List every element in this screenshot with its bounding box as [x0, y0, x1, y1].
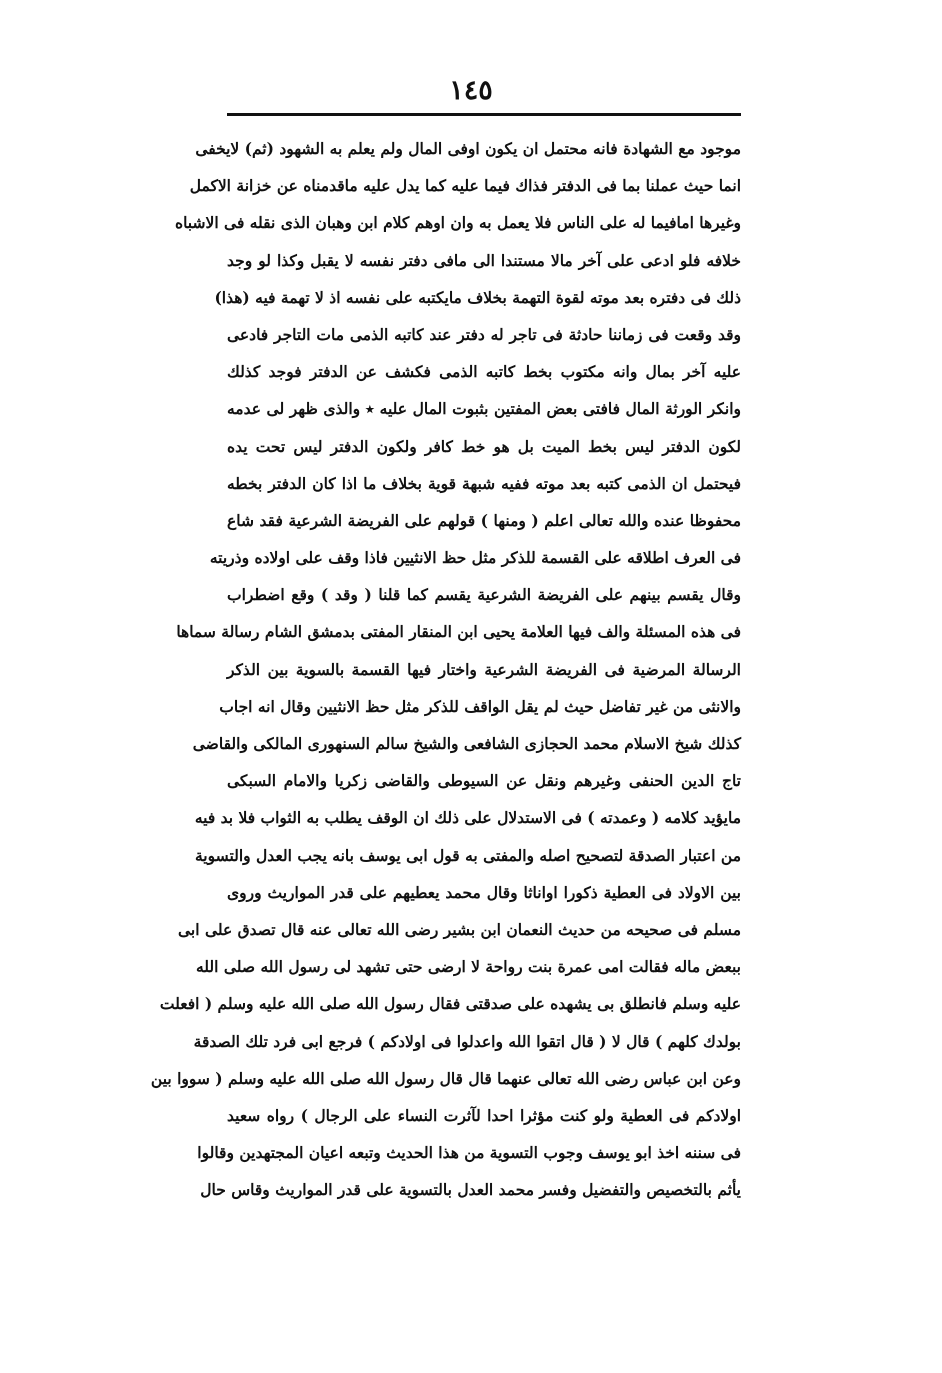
text-line: وغيرها امافيما له على الناس فلا يعمل به وان اوهم كلام ابن وهبان الذى نقله فى الاشباه	[174, 213, 741, 233]
text-line: كذلك شيخ الاسلام محمد الحجازى الشافعى والشيخ سالم السنهورى المالكى والقاضى	[192, 734, 741, 753]
text-line: وانكر الورثة المال فافتى بعض المفتين بثبوت المال عليه ٭ والذى ظهر لى عدمه	[227, 399, 741, 419]
text-line: انما حيث عملنا بما فى الدفتر فذاك فيما عليه كما يدل عليه ماقدمناه عن خزانة الاكمل	[189, 176, 741, 196]
text-line: موجود مع الشهادة فانه محتمل ان يكون اوفى المال ولم يعلم به الشهود (ثم) لايخفى	[195, 139, 741, 158]
text-line: من اعتبار الصدقة لتصحيح اصله والمفتى به قول ابى يوسف بانه يجب العدل والتسوية	[195, 845, 741, 865]
text-line: لكون الدفتر ليس بخط الميت بل هو خط كافر ولكون الدفتر ليس تحت يده	[227, 436, 741, 456]
text-line: فى العرف اطلاقه على القسمة للذكر مثل حظ الانثيين فاذا وقف على اولاده وذريته	[209, 548, 741, 568]
text-line: وعن ابن عباس رضى الله تعالى عنهما قال قال رسول الله صلى الله عليه وسلم ( سووا بين	[150, 1068, 741, 1088]
text-line: مايؤيد كلامه ( وعمدته ) فى الاستدلال على ذلك ان الوقف يطلب به الثواب فلا بد فيه	[194, 808, 741, 828]
text-line: والانثى من غير تفاضل حيث لم يقل الواقف للذكر مثل حظ الانثيين وقال انه اجاب	[219, 696, 741, 716]
text-line: ببعض ماله فقالت امى عمرة بنت رواحة لا ارضى حتى تشهد لى رسول الله صلى الله	[195, 957, 741, 977]
text-line: بين الاولاد فى العطية ذكورا اواناثا وقال محمد يعطيهم على قدر المواريث وروى	[227, 882, 741, 902]
text-line: فى هذه المسئلة والف فيها العلامة يحيى ابن المنقار المفتى بدمشق الشام رسالة سماها	[176, 622, 741, 642]
header-rule	[227, 113, 741, 116]
text-line: الرسالة المرضية فى الفريضة الشرعية واختار فيها القسمة بالسوية بين الذكر	[227, 659, 741, 679]
page-number: ١٤٥	[449, 75, 493, 106]
body-text	[150, 130, 742, 1208]
text-line: محفوظا عنده والله تعالى اعلم ( ومنها ) قولهم على الفريضة الشرعية فقد شاع	[227, 510, 741, 530]
text-line: فيحتمل ان الذمى كتبه بعد موته ففيه شبهة قوية بخلاف ما اذا كان الدفتر بخطه	[227, 473, 742, 493]
text-line: عليه آخر بمال وانه مكتوب بخط كاتبه الذمى فكشف عن الدفتر فوجد كذلك	[227, 362, 741, 382]
text-line: بولدك كلهم ) قال لا ( قال اتقوا الله واعدلوا فى اولادكم ) فرجع ابى فرد تلك الصدقة	[193, 1031, 741, 1051]
text-line: عليه وسلم فانطلق بى يشهده على صدقتى فقال رسول الله صلى الله عليه وسلم ( افعلت	[159, 994, 741, 1014]
text-line: يأثم بالتخصيص والتفضيل وفسر محمد العدل بالتسوية على قدر المواريث وقاس حال	[200, 1180, 741, 1200]
text-line: وقد وقعت فى زماننا حادثة فى تاجر له دفتر عند كاتبه الذمى مات التاجر فادعى	[227, 324, 741, 344]
text-line: وقال يقسم بينهم على الفريضة الشرعية يقسم كما قلنا ( وقد ) وقع اضطراب	[227, 585, 741, 605]
text-line: تاج الدين الحنفى وغيرهم ونقل عن السيوطى والقاضى زكريا والامام السبكى	[227, 771, 741, 791]
text-line: ذلك فى دفتره بعد موته لقوة التهمة بخلاف مايكتبه على نفسه اذ لا تهمة فيه (هذا)	[214, 287, 741, 307]
text-line: اولادكم فى العطية ولو كنت مؤثرا احدا لآثرت النساء على الرجال ) رواه سعيد	[227, 1105, 741, 1125]
text-line: خلافه فلو ادعى على آخر مالا مستندا الى مافى دفتر نفسه لا يقبل وكذا لو وجد	[227, 250, 741, 270]
text-line: مسلم فى صحيحه من حديث النعمان ابن بشير رضى الله تعالى عنه قال تصدق على ابى	[178, 919, 741, 939]
text-line: فى سننه اخذ ابو يوسف وجوب التسوية من هذا الحديث وتبعه اعيان المجتهدين وقالوا	[197, 1143, 741, 1163]
